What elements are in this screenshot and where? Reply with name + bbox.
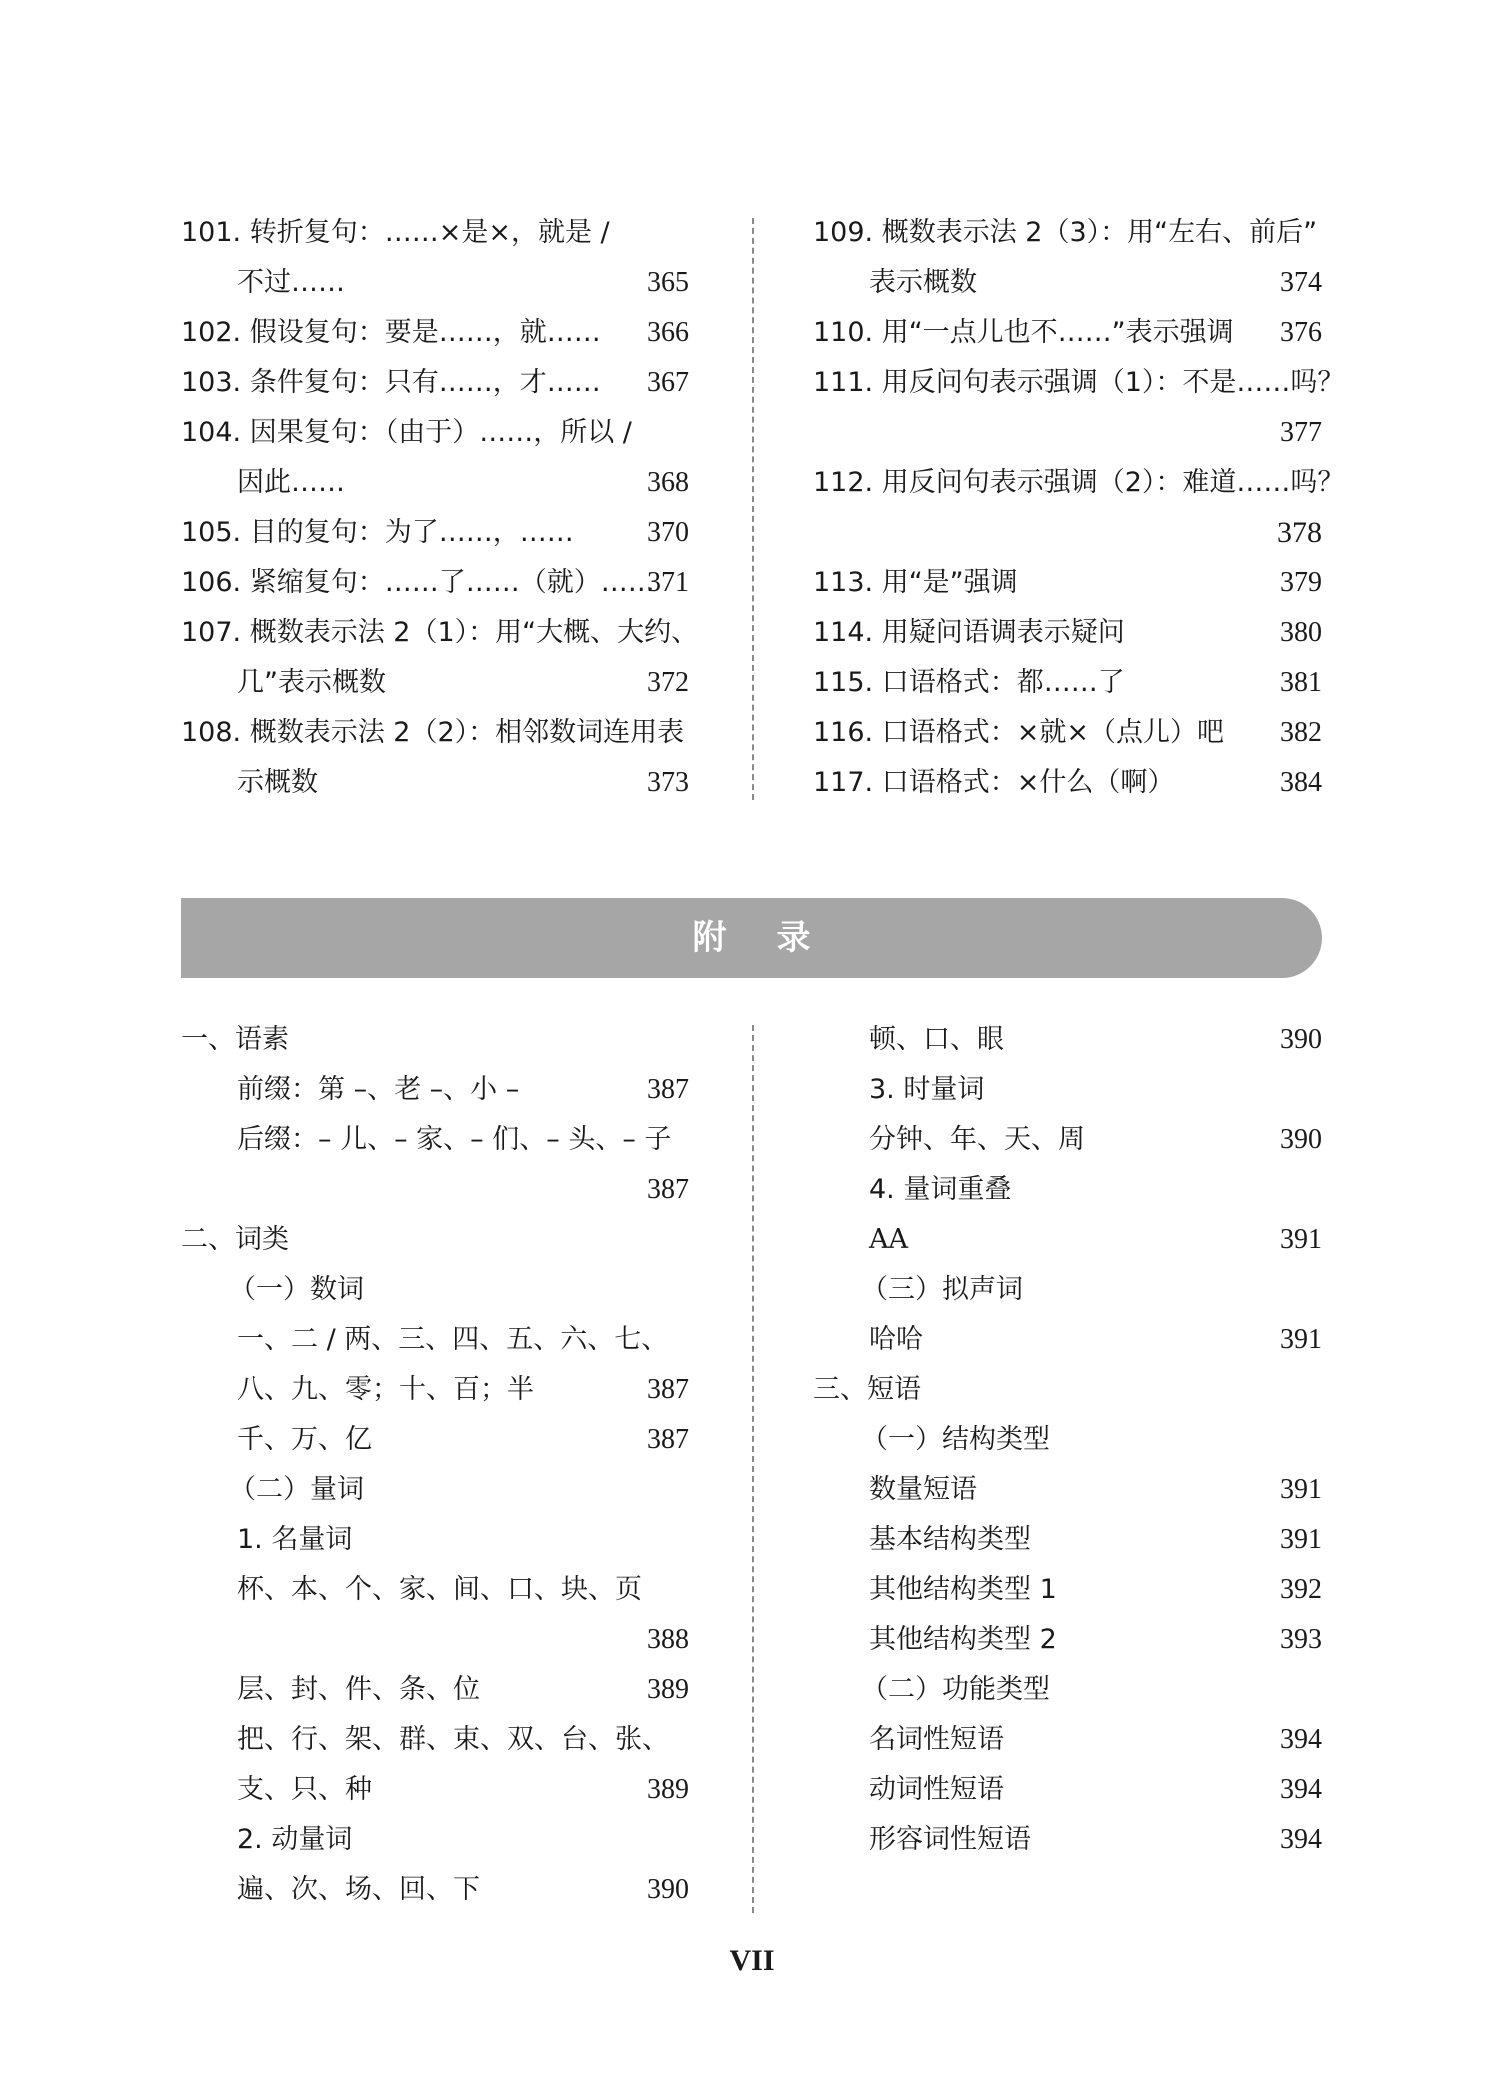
toc-entry[interactable]: 102. 假设复句：要是……，就…… 366 [181, 317, 689, 348]
page-number: VII [729, 1944, 775, 1977]
appendix-entry[interactable]: 其他结构类型 2 393 [869, 1624, 1322, 1655]
appendix-subsection[interactable]: （二）功能类型 [861, 1674, 1050, 1705]
toc-entry[interactable]: 不过…… 365 [237, 267, 689, 298]
toc-entry[interactable]: 115. 口语格式：都……了 381 [813, 667, 1322, 698]
toc-entry[interactable]: 114. 用疑问语调表示疑问 380 [813, 617, 1322, 648]
appendix-section[interactable]: 一、语素 [181, 1024, 289, 1055]
appendix-subsection[interactable]: 4. 量词重叠 [869, 1174, 1012, 1205]
toc-entry[interactable]: 108. 概数表示法 2（2）：相邻数词连用表 [181, 717, 685, 748]
appendix-entry[interactable]: 一、二 / 两、三、四、五、六、七、 [237, 1324, 669, 1355]
appendix-entry[interactable]: 把、行、架、群、束、双、台、张、 [237, 1724, 669, 1755]
appendix-entry[interactable]: 数量短语 391 [869, 1474, 1322, 1505]
appendix-entry[interactable]: 387 [647, 1174, 689, 1205]
appendix-entry[interactable]: 分钟、年、天、周 390 [869, 1124, 1322, 1155]
appendix-entry[interactable]: 后缀：– 儿、– 家、– 们、– 头、– 子 [237, 1124, 672, 1155]
toc-entry[interactable]: 111. 用反问句表示强调（1）：不是……吗？ [813, 367, 1345, 398]
appendix-subsection[interactable]: 1. 名量词 [237, 1524, 353, 1555]
appendix-subsection[interactable]: 3. 时量词 [869, 1074, 985, 1105]
appendix-entry[interactable]: 八、九、零；十、百；半 387 [237, 1374, 689, 1405]
appendix-section[interactable]: 二、词类 [181, 1224, 289, 1255]
toc-entry[interactable]: 116. 口语格式：×就×（点儿）吧 382 [813, 717, 1322, 748]
appendix-entry[interactable]: 名词性短语 394 [869, 1724, 1322, 1755]
toc-entry[interactable]: 109. 概数表示法 2（3）：用“左右、前后” [813, 217, 1318, 248]
toc-entry[interactable]: 101. 转折复句：……×是×，就是 / [181, 217, 610, 248]
toc-entry[interactable]: 几”表示概数 372 [237, 667, 689, 698]
toc-entry[interactable]: 117. 口语格式：×什么（啊） 384 [813, 767, 1322, 798]
toc-entry[interactable]: 示概数 373 [237, 767, 689, 798]
toc-entry[interactable]: 因此…… 368 [237, 467, 689, 498]
toc-entry[interactable]: 112. 用反问句表示强调（2）：难道……吗？ [813, 467, 1345, 498]
appendix-subsection[interactable]: （三）拟声词 [861, 1274, 1023, 1305]
appendix-entry[interactable]: 支、只、种 389 [237, 1774, 689, 1805]
appendix-subsection[interactable]: 2. 动量词 [237, 1824, 353, 1855]
appendix-section[interactable]: 三、短语 [813, 1374, 921, 1405]
appendix-entry[interactable]: 千、万、亿 387 [237, 1424, 689, 1455]
toc-entry[interactable]: 377 [1280, 417, 1322, 448]
appendix-entry[interactable]: 哈哈 391 [869, 1324, 1322, 1355]
appendix-entry[interactable]: 前缀：第 –、老 –、小 – 387 [237, 1074, 689, 1105]
appendix-banner [181, 898, 1322, 978]
appendix-entry[interactable]: 动词性短语 394 [869, 1774, 1322, 1805]
appendix-subsection[interactable]: （一）数词 [229, 1274, 364, 1305]
appendix-entry[interactable]: 形容词性短语 394 [869, 1824, 1322, 1855]
toc-entry[interactable]: 103. 条件复句：只有……，才…… 367 [181, 367, 689, 398]
toc-entry[interactable]: 378 [1277, 516, 1322, 549]
toc-entry[interactable]: 107. 概数表示法 2（1）：用“大概、大约、 [181, 617, 699, 648]
appendix-entry[interactable]: 杯、本、个、家、间、口、块、页 [237, 1574, 642, 1605]
toc-entry[interactable]: 113. 用“是”强调 379 [813, 567, 1322, 598]
appendix-entry[interactable]: 其他结构类型 1 392 [869, 1574, 1322, 1605]
toc-entry[interactable]: 104. 因果复句：（由于）……，所以 / [181, 417, 632, 448]
toc-entry[interactable]: 表示概数 374 [869, 267, 1322, 298]
appendix-subsection[interactable]: （二）量词 [229, 1474, 364, 1505]
appendix-entry[interactable]: 层、封、件、条、位 389 [237, 1674, 689, 1705]
appendix-subsection[interactable]: （一）结构类型 [861, 1424, 1050, 1455]
toc-entry[interactable]: 105. 目的复句：为了……，…… 370 [181, 517, 689, 548]
appendix-entry[interactable]: 基本结构类型 391 [869, 1524, 1322, 1555]
appendix-entry[interactable]: 388 [647, 1624, 689, 1655]
appendix-entry[interactable]: 遍、次、场、回、下 390 [237, 1874, 689, 1905]
appendix-entry[interactable]: AA 391 [869, 1224, 1322, 1255]
appendix-title: 附录 [692, 918, 861, 958]
column-divider-top [752, 218, 754, 800]
appendix-entry[interactable]: 顿、口、眼 390 [869, 1024, 1322, 1055]
toc-entry[interactable]: 106. 紧缩复句：……了……（就）…… 371 [181, 567, 689, 598]
column-divider-appendix [752, 1025, 754, 1913]
toc-entry[interactable]: 110. 用“一点儿也不……”表示强调 376 [813, 317, 1322, 348]
